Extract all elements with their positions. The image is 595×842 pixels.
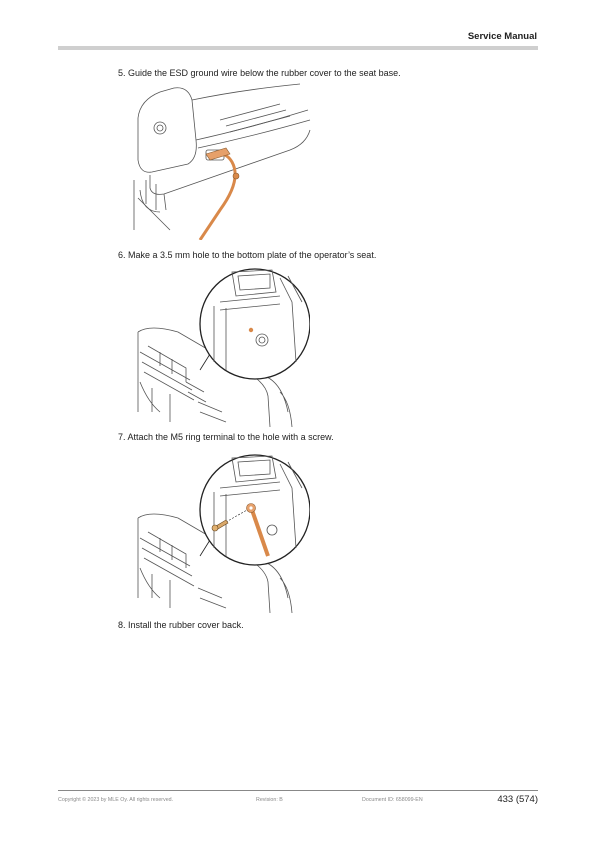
document-title: Service Manual bbox=[467, 31, 537, 42]
document-id-text: Document ID: 658099-EN bbox=[362, 797, 423, 803]
copyright-text: Copyright © 2023 by MLE Oy. All rights reserved. bbox=[58, 797, 174, 803]
header-divider bbox=[58, 46, 538, 50]
footer-divider bbox=[58, 790, 538, 791]
step-7-text: 7. Attach the M5 ring terminal to the hole with a screw. bbox=[118, 432, 334, 442]
step-6-text: 6. Make a 3.5 mm hole to the bottom plate of the operator’s seat. bbox=[118, 250, 377, 260]
step-5-text: 5. Guide the ESD ground wire below the rubber cover to the seat base. bbox=[118, 68, 401, 78]
seat-base-wire-illustration bbox=[130, 80, 315, 240]
revision-text: Revision: B bbox=[256, 797, 283, 803]
seat-bottom-plate-hole-illustration bbox=[130, 262, 310, 427]
ring-terminal-screw-illustration bbox=[130, 448, 310, 613]
page-number: 433 (574) bbox=[497, 794, 538, 805]
ground-wire bbox=[200, 154, 235, 240]
step-8-text: 8. Install the rubber cover back. bbox=[118, 620, 244, 630]
